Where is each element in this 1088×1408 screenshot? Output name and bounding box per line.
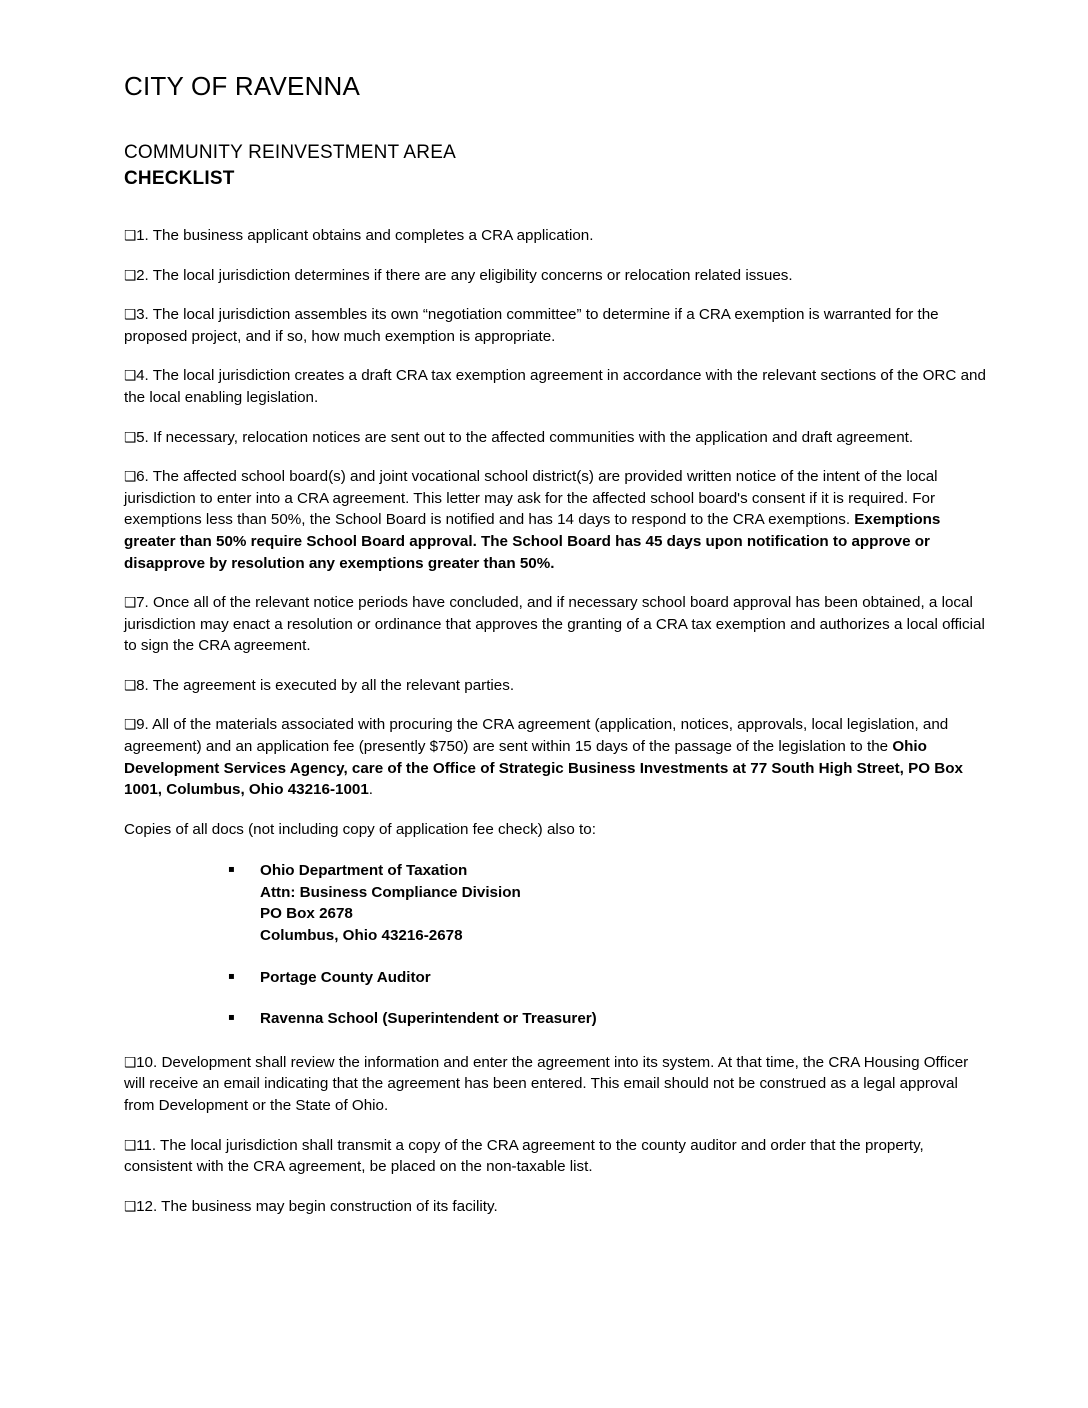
recipient-address-line: Ravenna School (Superintendent or Treasurer) xyxy=(260,1010,597,1028)
item-number: 5. xyxy=(136,428,149,446)
item-text: All of the materials associated with procuring the CRA agreement (application, notices, approvals, local legislation, and agreement) and an application fee (presently $750) are sent within 15 days of the passage of the legislation to the xyxy=(124,716,949,755)
item-text: The business applicant obtains and completes a CRA application. xyxy=(148,227,594,245)
recipient-address-line: Attn: Business Compliance Division xyxy=(260,883,521,901)
item-text: The local jurisdiction assembles its own “negotiation committee” to determine if a CRA exemption is warranted for the proposed project, and if so, how much exemption is appropriate. xyxy=(124,306,939,345)
item-text: Once all of the relevant notice periods have concluded, and if necessary school board approval has been obtained, a local jurisdiction may enact a resolution or ordinance that approves the granting of a CRA tax exemption and authorizes a local official to sign the CRA agreement. xyxy=(124,594,985,655)
item-text: The local jurisdiction determines if there are any eligibility concerns or relocation related issues. xyxy=(148,266,793,284)
checklist-item-11 xyxy=(124,1135,986,1178)
subtitle-checklist-label: CHECKLIST xyxy=(124,167,235,189)
recipient-entry xyxy=(124,1008,986,1030)
checklist-items-1-9 xyxy=(124,225,986,801)
checklist-item-9 xyxy=(124,714,986,800)
recipient-entry xyxy=(124,967,986,989)
checkbox-icon[interactable]: ❑ xyxy=(124,368,137,385)
checklist-items-10-12 xyxy=(124,1052,986,1217)
item-number: 10. xyxy=(136,1053,158,1071)
bullet-icon: ▪ xyxy=(228,864,235,876)
checklist-item-6 xyxy=(124,466,986,574)
item-number: 2. xyxy=(136,266,149,284)
checkbox-icon[interactable]: ❑ xyxy=(124,717,137,734)
checkbox-icon[interactable]: ❑ xyxy=(124,469,137,486)
item-number: 6. xyxy=(136,468,149,486)
item-text: The agreement is executed by all the relevant parties. xyxy=(148,676,515,694)
recipient-address-line: PO Box 2678 xyxy=(260,905,353,923)
copies-intro-line: Copies of all docs (not including copy of application fee check) also to: xyxy=(124,820,596,838)
item-number: 1. xyxy=(136,227,149,245)
checkbox-icon[interactable]: ❑ xyxy=(124,228,137,245)
subtitle-block xyxy=(124,140,988,191)
item-text: The local jurisdiction creates a draft CRA tax exemption agreement in accordance with the relevant sections of the ORC and the local enabling legislation. xyxy=(124,367,986,407)
item-text-emphasis: Exemptions greater than 50% require School Board approval. The School Board has 45 days upon notification to approve or disapprove by resolution any exemptions greater than 50%. xyxy=(124,511,941,572)
item-text-emphasis: Ohio Development Services Agency, care of the Office of Strategic Business Investments at 77 South High Street, PO Box 1001, Columbus, Ohio 43216-1001 xyxy=(124,738,963,799)
item-text: The business may begin construction of its facility. xyxy=(157,1197,498,1215)
checkbox-icon[interactable]: ❑ xyxy=(124,595,137,612)
checklist-item-8 xyxy=(124,675,986,697)
recipient-address-line: Portage County Auditor xyxy=(260,968,431,986)
checklist-item-3 xyxy=(124,304,986,347)
item-number: 12. xyxy=(136,1197,158,1215)
checklist-item-10 xyxy=(124,1052,986,1117)
checklist-item-5 xyxy=(124,427,986,449)
item-text: The local jurisdiction shall transmit a copy of the CRA agreement to the county auditor and order that the property, consistent with the CRA agreement, be placed on the non-taxable list. xyxy=(124,1136,924,1176)
checkbox-icon[interactable]: ❑ xyxy=(124,307,137,324)
checklist-item-7 xyxy=(124,592,986,657)
item-text: The affected school board(s) and joint vocational school district(s) are provided written notice of the intent of the local jurisdiction to enter into a CRA agreement. This letter may ask for the affected school board's consent if it is required. For exemptions less than 50%, the School Board is notified and has 14 days to respond to the CRA exemptions. xyxy=(124,468,938,529)
item-number: 11. xyxy=(136,1136,157,1154)
item-text: If necessary, relocation notices are sent out to the affected communities with the application and draft agreement. xyxy=(148,428,914,446)
item-text-tail: . xyxy=(368,781,374,799)
checkbox-icon[interactable]: ❑ xyxy=(124,1054,137,1071)
item-number: 9. xyxy=(136,716,149,734)
item-number: 3. xyxy=(136,306,149,324)
checklist-item-12 xyxy=(124,1196,986,1218)
checkbox-icon[interactable]: ❑ xyxy=(124,267,137,284)
item-text: Development shall review the information and enter the agreement into its system. At that time, the CRA Housing Officer will receive an email indicating that the agreement has been entered. This email should not be construed as a legal approval from Development or the State of Ohio. xyxy=(124,1053,969,1114)
recipient-entry xyxy=(124,860,986,946)
checklist-item-4 xyxy=(124,365,986,408)
subtitle-program-name: COMMUNITY REINVESTMENT AREA xyxy=(124,141,456,163)
item-number: 4. xyxy=(136,367,149,385)
checkbox-icon[interactable]: ❑ xyxy=(124,1198,137,1215)
checklist-item-1 xyxy=(124,225,986,247)
recipient-address-list xyxy=(124,860,986,1029)
checklist-item-2 xyxy=(124,265,986,287)
checkbox-icon[interactable]: ❑ xyxy=(124,677,137,694)
bullet-icon: ▪ xyxy=(228,1012,235,1024)
checkbox-icon[interactable]: ❑ xyxy=(124,429,137,446)
checklist-container xyxy=(124,225,986,1217)
checkbox-icon[interactable]: ❑ xyxy=(124,1137,137,1154)
item-number: 7. xyxy=(136,594,149,612)
recipient-address-line: Ohio Department of Taxation xyxy=(260,862,468,880)
item-number: 8. xyxy=(136,676,149,694)
page-title: CITY OF RAVENNA xyxy=(124,71,361,101)
recipient-address-line: Columbus, Ohio 43216-2678 xyxy=(260,927,463,945)
bullet-icon: ▪ xyxy=(228,970,235,982)
